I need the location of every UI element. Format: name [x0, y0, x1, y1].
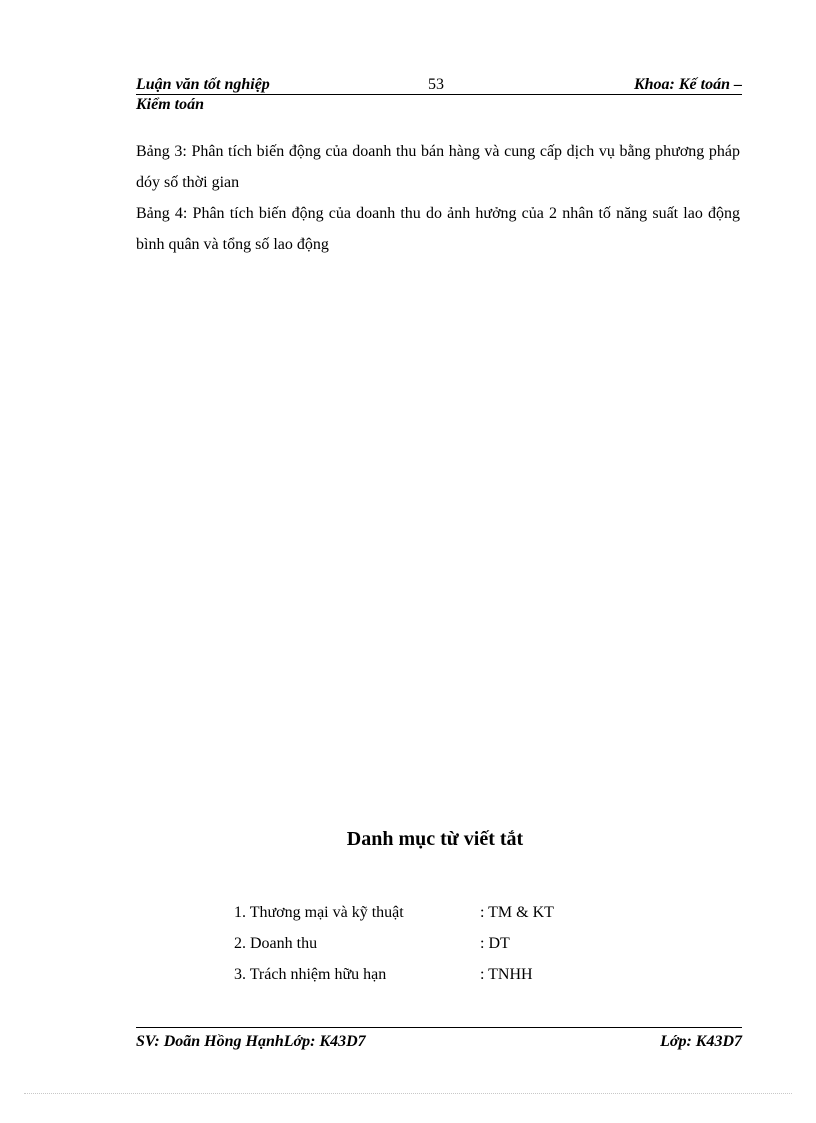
abbreviation-term: 3. Trách nhiệm hữu hạn — [234, 966, 387, 983]
page-bottom-divider — [24, 1093, 792, 1094]
abbreviation-term: 2. Doanh thu — [234, 935, 318, 952]
body-text — [136, 136, 740, 260]
footer-student-label: SV: Doãn Hồng HạnhLớp: K43D7 — [136, 1033, 366, 1050]
page-header — [136, 74, 742, 114]
header-thesis-label: Luận văn tốt nghiệp — [136, 76, 270, 93]
list-item — [234, 931, 654, 962]
abbreviation-code: : TM & KT — [480, 904, 554, 921]
abbreviation-term: 1. Thương mại và kỹ thuật — [234, 904, 404, 921]
abbreviations-title: Danh mục từ viết tắt — [346, 828, 524, 850]
paragraph-table-3: Bảng 3: Phân tích biến động của doanh thu bán hàng và cung cấp dịch vụ bằng phương pháp dóy số thời gian — [136, 143, 740, 191]
header-row — [136, 74, 742, 95]
paragraph-table-4: Bảng 4: Phân tích biến động của doanh thu do ảnh hưởng của 2 nhân tố năng suất lao động bình quân và tổng số lao động — [136, 205, 740, 253]
header-faculty-continued: Kiểm toán — [136, 96, 205, 113]
header-faculty-label: Khoa: Kế toán – — [633, 76, 742, 93]
list-item — [234, 900, 654, 931]
list-item — [234, 962, 654, 993]
abbreviation-code: : DT — [480, 935, 510, 952]
abbreviations-list — [234, 900, 654, 993]
page-number: 53 — [428, 76, 444, 93]
footer-class-label: Lớp: K43D7 — [660, 1033, 742, 1050]
abbreviation-code: : TNHH — [480, 966, 533, 983]
page-footer — [136, 1027, 742, 1050]
